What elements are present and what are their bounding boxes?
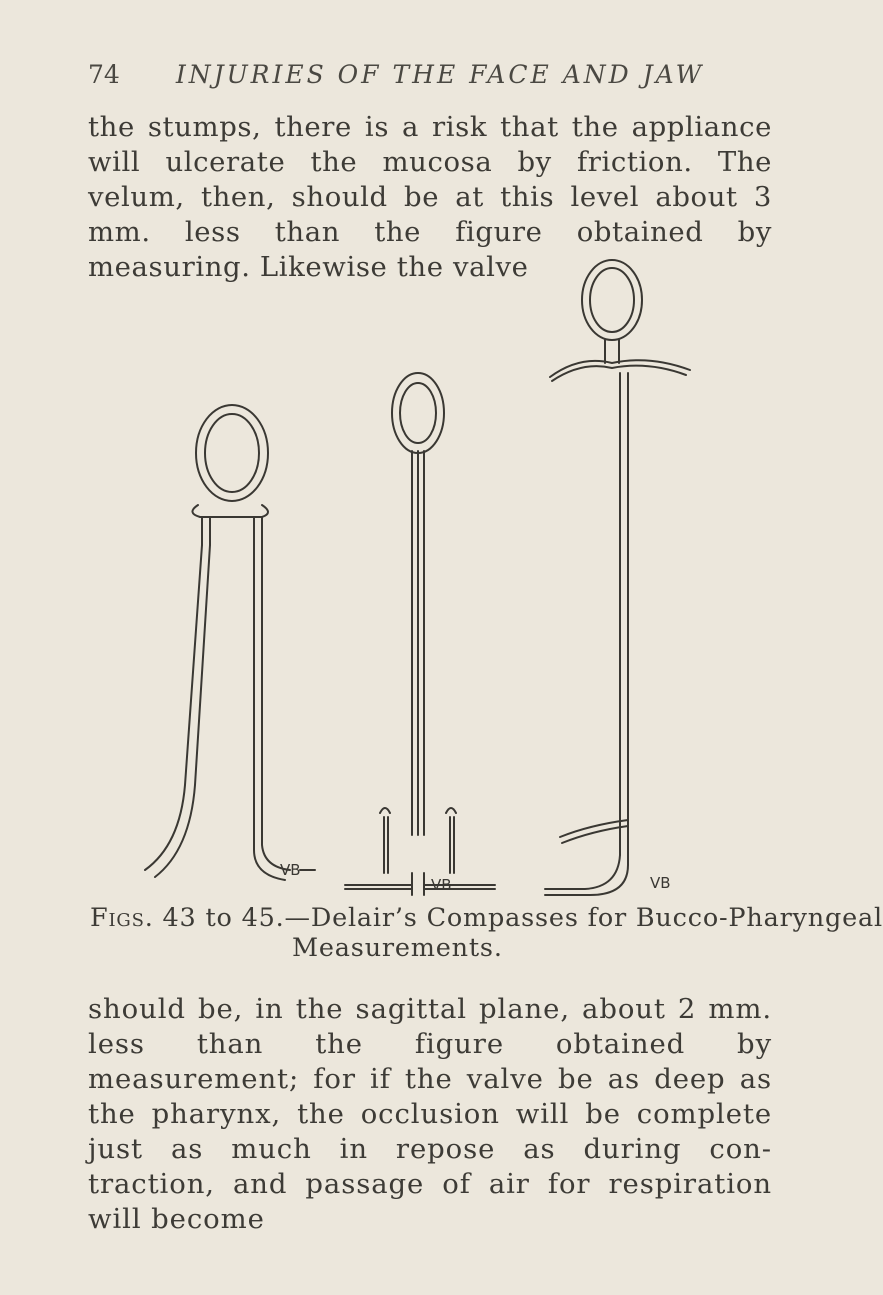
fig-label-middle: VB <box>431 876 452 894</box>
page-number: 74 <box>88 60 120 89</box>
fig-label-right: VB <box>650 874 671 892</box>
figure-caption <box>90 903 883 963</box>
caption-line2: Measurements. <box>292 933 503 963</box>
running-title: INJURIES OF THE FACE AND JAW <box>175 60 705 89</box>
paragraph-top: the stumps, there is a risk that the appliance will ulcerate the mucosa by friction. The velum, then, should be at this level about 3 mm. less than the figure obtained by measuring. Likewise the valve <box>88 111 772 283</box>
fig-label-left: VB <box>280 861 301 879</box>
running-head <box>88 60 788 89</box>
paragraph-bottom: should be, in the sagittal plane, about 2 mm. less than the figure obtained by measurement; for if the valve be as deep as the pharynx, the occlusion will be complete just as much in repose as during con- traction, and passage of air for respiration will become <box>88 993 772 1235</box>
compasses-illustration <box>150 255 790 895</box>
caption-text: 43 to 45.—Delair’s Compasses for Bucco-Pharyngeal <box>162 903 883 933</box>
left-compass-drawing <box>145 405 315 880</box>
middle-compass-drawing <box>345 373 495 895</box>
caption-prefix: Figs. <box>90 903 154 933</box>
figure-compasses <box>150 255 790 895</box>
right-compass-drawing <box>545 260 690 895</box>
